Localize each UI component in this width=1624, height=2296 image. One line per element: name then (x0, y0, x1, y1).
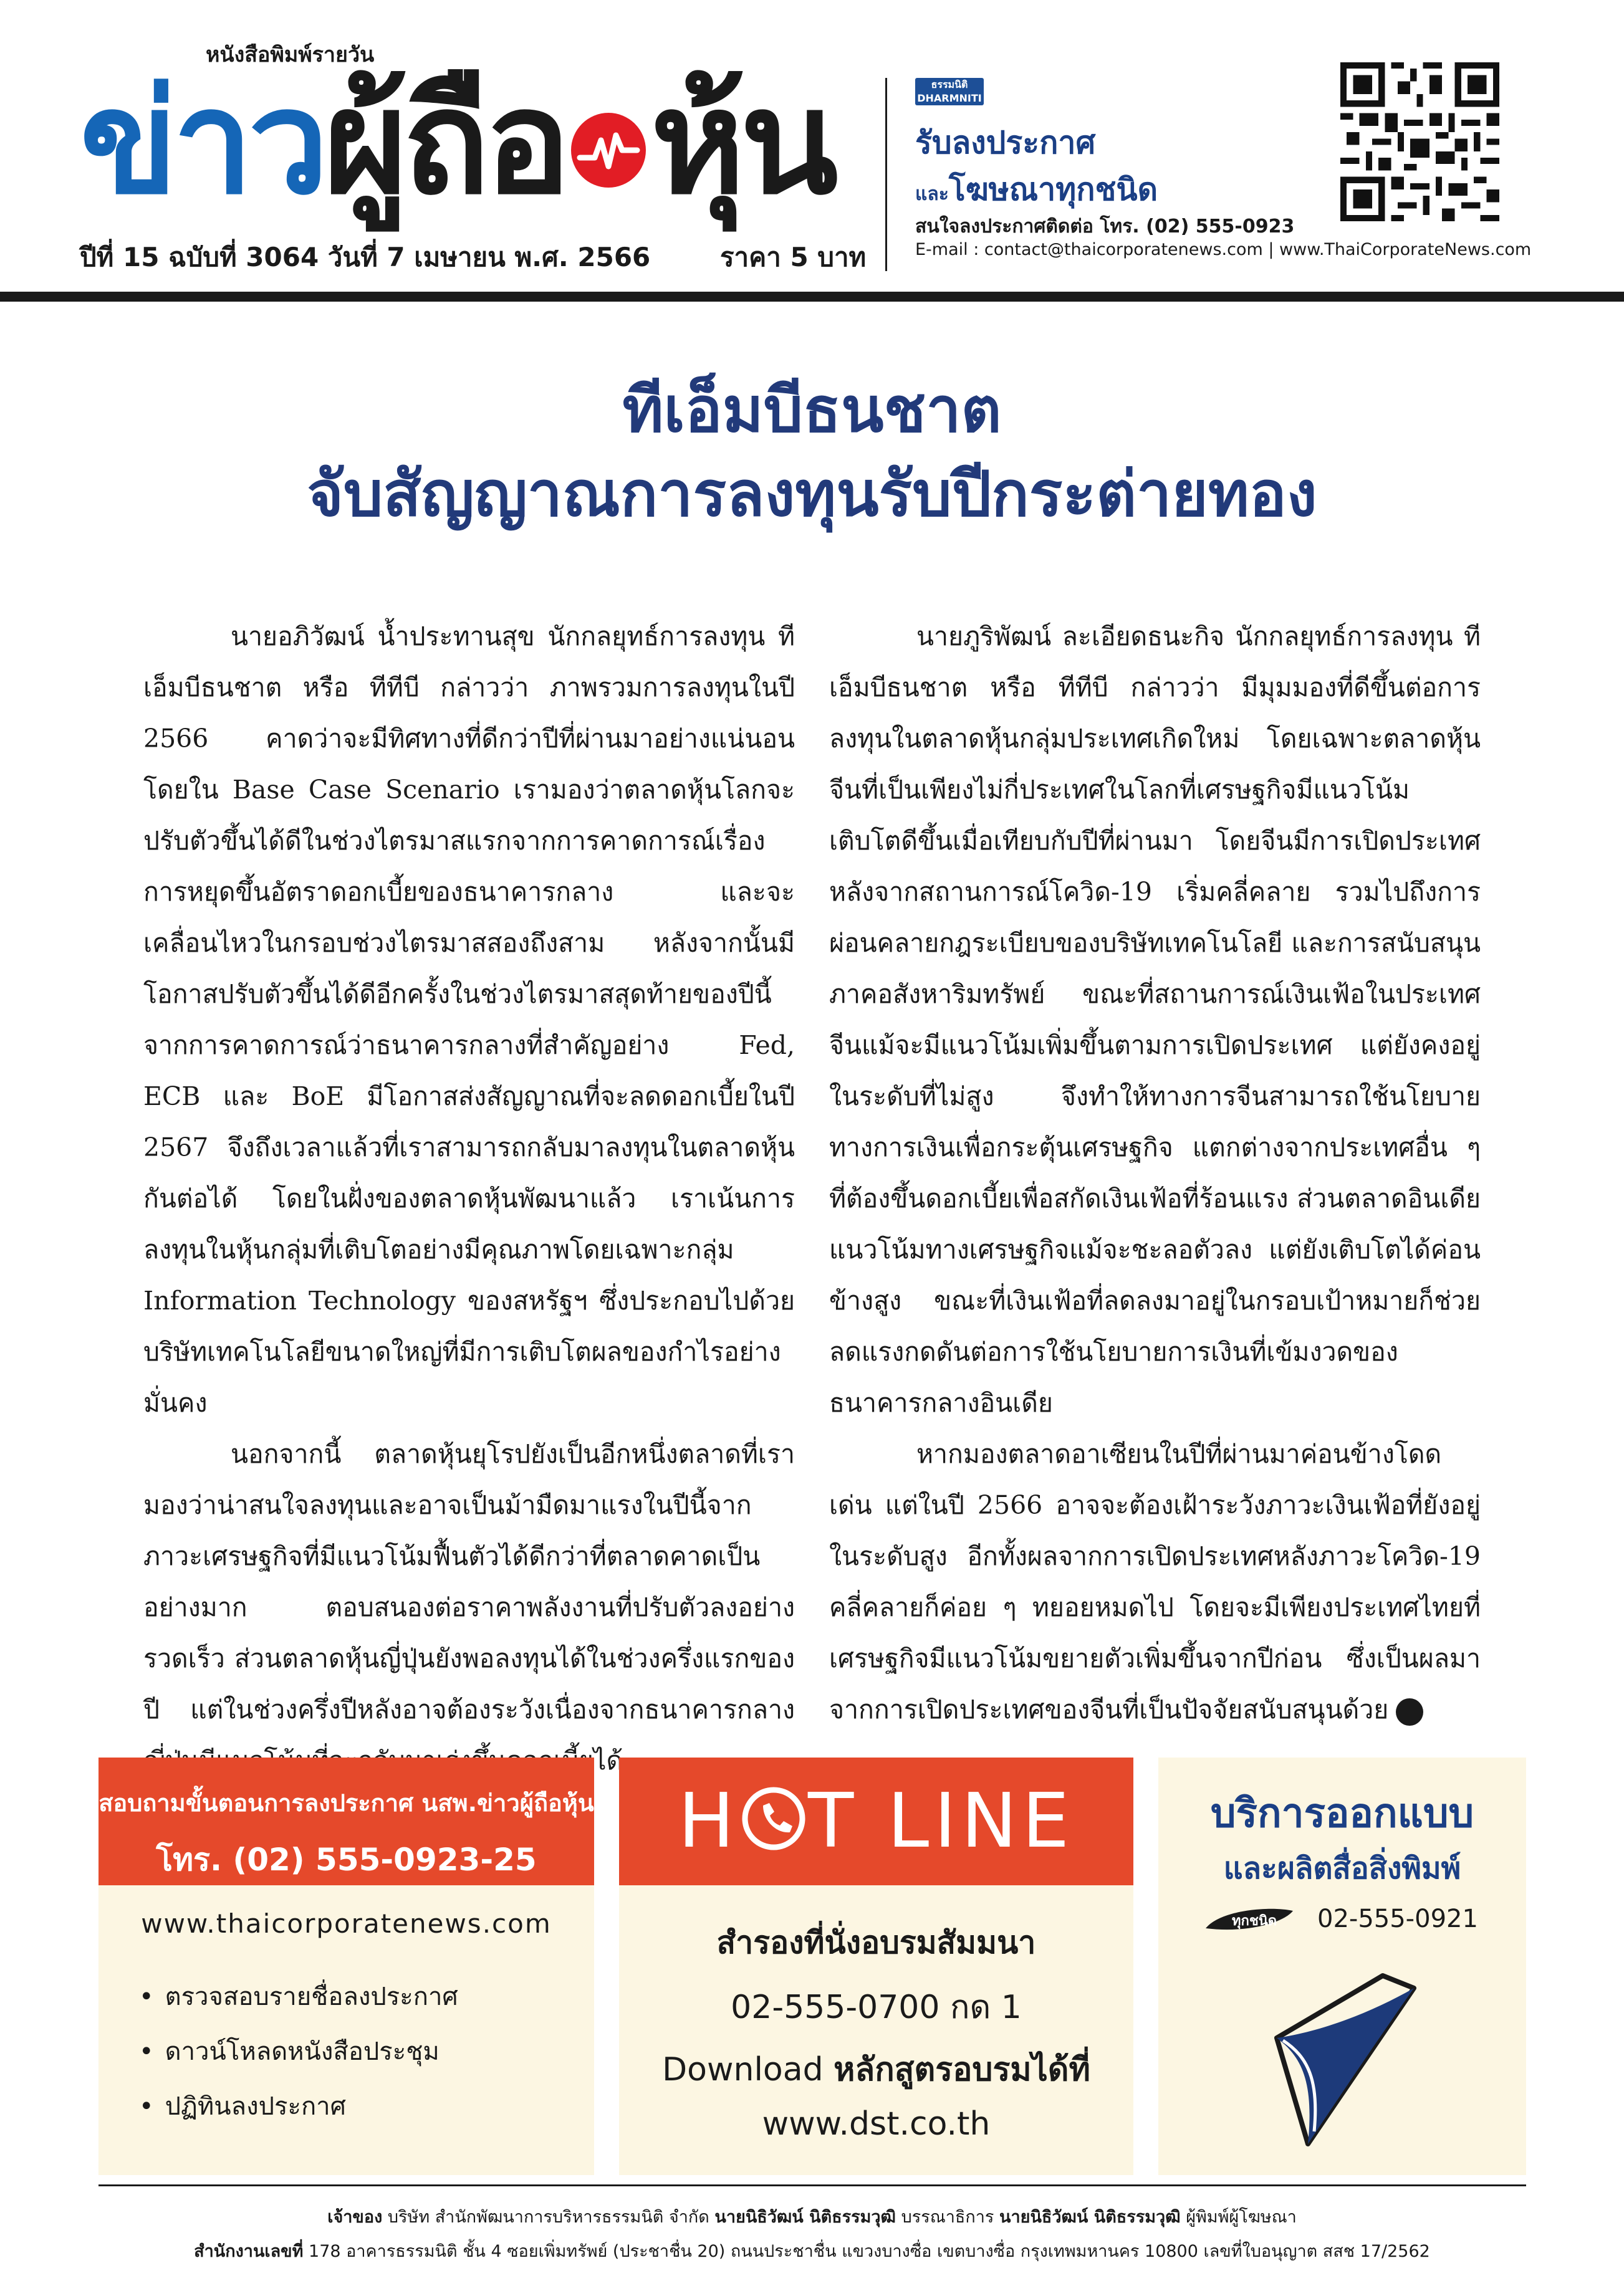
footer-owner-label: เจ้าของ (327, 2208, 383, 2227)
article-paragraph: นอกจากนี้ ตลาดหุ้นยุโรปยังเป็นอีกหนึ่งตลาดที่เรามองว่าน่าสนใจลงทุนและอาจเป็นม้ามืดมาแรงในปีนี้จากภาวะเศรษฐกิจที่มีแนวโน้มฟื้นตัวได้ดีกว่าที่ตลาดคาดเป็นอย่างมาก ตอบสนองต่อราคาพลังงานที่ปรับตัวลงอย่างรวดเร็ว ส่วนตลาดหุ้นญี่ปุ่นยังพอลงทุนได้ในช่วงครึ่งแรกของปี แต่ในช่วงครึ่งปีหลังอาจต้องระวังเนื่องจากธนาคารกลาง ยได้ (143, 1439, 795, 1776)
article-headline (0, 368, 1624, 536)
course-download (619, 2043, 1133, 2095)
list-item[interactable]: • ปฏิทินลงประกาศ (139, 2079, 458, 2134)
masthead (75, 25, 1559, 274)
article-column-left (143, 611, 795, 1786)
seminar-phone[interactable]: 02-555-0700 กด 1 (731, 1989, 1022, 2026)
issue-info: ปีที่ 15 ฉบับที่ 3064 วันที่ 7 เมษายน พ.ศ. 2566 (80, 242, 651, 272)
footer-editor-name: นายนิธิวัฒน์ นิติธรรมวุฒิ (714, 2208, 896, 2227)
design-service-subtitle: และผลิตสื่อสิ่งพิมพ์ (1223, 1851, 1461, 1886)
course-download-prefix: Download (662, 2051, 834, 2088)
design-service-phone[interactable]: 02-555-0921 (1317, 1905, 1478, 1933)
list-item[interactable]: • ดาวน์โหลดหนังสือประชุม (139, 2024, 458, 2079)
dharmniti-logo-bottom: DHARMNITI (917, 92, 982, 104)
logo-text-black-2: หุ้น (650, 60, 834, 226)
ad-headline: รับลงประกาศ (915, 125, 1096, 161)
footer-editor-label: บรรณาธิการ (895, 2208, 999, 2227)
announcement-box (98, 1758, 594, 2175)
masthead-divider (885, 78, 887, 271)
article-column-right (829, 611, 1481, 1735)
logo-text-black-1: ผู้ถือ (324, 60, 566, 226)
brush-stroke-label (1202, 1905, 1295, 1936)
footer-address (0, 2237, 1624, 2264)
hotline-header (619, 1758, 1133, 1885)
hotline-box (619, 1758, 1133, 2175)
seminar-booking: สำรองที่นั่งอบรมสัมมนา (716, 1925, 1036, 1961)
hotline-title-rest: T LINE (807, 1778, 1075, 1865)
list-item[interactable]: • ตรวจสอบรายชื่อลงประกาศ (139, 1969, 458, 2024)
masthead-tagline: หนังสือพิมพ์รายวัน (206, 42, 375, 67)
newspaper-logo[interactable] (80, 59, 834, 226)
footer-publisher-name: นายนิธิวัฒน์ นิติธรรมวุฒิ (999, 2208, 1181, 2227)
footer-office-text: 178 อาคารธรรมนิติ ชั้น 4 ซอยเพิ่มทรัพย์ (ประชาชื่น 20) ถนนประชาชื่น แขวงบางซื่อ เขตบางซื่อ กรุงเทพมหานคร 10800 เลขที่ใบอนุญาต สสช 17/2562 (303, 2242, 1430, 2261)
logo-text-blue: ข่าว (80, 60, 324, 226)
announcement-inquiry: สอบถามขั้นตอนการลงประกาศ นสพ.ข่าวผู้ถือหุ้น (98, 1789, 594, 1817)
masthead-rule (0, 292, 1624, 302)
article-paragraph-text: หากมองตลาดอาเซียนในปีที่ผ่านมาค่อนข้างโดดเด่น แต่ในปี 2566 อาจจะต้องเฝ้าระวังภาวะเงินเฟ้อที่ยังอยู่ในระดับสูง อีกทั้งผลจากการเปิดประเทศหลังภาวะโควิด-19 คลี่คลายก็ค่อย ๆ ทยอยหมดไป โดยจะมีเพียงประเทศไทยที่เศรษฐกิจมีแนวโน้มขยายตัวเพิ่มขึ้นจากปีก่อน ซึ่งเป็นผลมาจากการเปิดประเทศของจีนที่เป็นปัจจัยสนับสนุนด้วย (829, 1439, 1481, 1724)
ad-subheadline (915, 165, 1158, 214)
dst-website-link[interactable]: www.dst.co.th (762, 2105, 991, 2143)
article-paragraph: นายภูริพัฒน์ ละเอียดธนะกิจ นักกลยุทธ์การลงทุน ทีเอ็มบีธนชาต หรือ ทีทีบี กล่าวว่า มีมุมมองที่ดีขึ้นต่อการลงทุนในตลาดหุ้นกลุ่มประเทศเกิดใหม่ โดยเฉพาะตลาดหุ้นจีนที่เป็นเพียงไม่กี่ประเทศในโลกที่เศรษฐกิจมีแนวโน้มเติบโตดีขึ้นเมื่อเทียบกับปีที่ผ่านมา โดยจีนมีการเปิดประเทศหลังจากสถานการณ์โควิด-19 เริ่มคลี่คลาย รวมไปถึงการผ่อนคลายกฎระเบียบของบริษัทเทคโนโลยี และการสนับสนุนภาคอสังหาริมทรัพย์ ขณะที่สถานการณ์เงินเฟ้อในประเทศจีนแม้จะมีแนวโน้มเพิ่มขึ้นตามการเปิดประเทศ แต่ยังคงอยู่ในระดับที่ไม่สูง จึงทำให้ทางการจีนสามารถใช้นโยบายทางการเงินเพื่อกระตุ้นเศรษฐกิจ แตกต่างจากประเทศอื่น ๆ ที่ต้องขึ้นดอกเบี้ยเพื่อสกัดเงินเฟ้อที่ร้อนแรง ส่วนตลาดอินเดียแนวโน้มทางเศรษฐกิจแม้จะชะลอตัวลง แต่ยังเติบโตได้ค่อนข้างสูง ขณะที่เงินเฟ้อที่ลดลงมาอยู่ในกรอบเป้าหมายก็ช่วยลดแรงกดดันต่อการใช้นโยบายการเงินที่เข้มงวดของธนาคารกลางอินเดีย (829, 621, 1481, 1418)
article-paragraph: นายอภิวัฒน์ น้ำประทานสุข นักกลยุทธ์การลงทุน ทีเอ็มบีธนชาต หรือ ทีทีบี กล่าวว่า ภาพรวมการลงทุนในปี 2566 คาดว่าจะมีทิศทางที่ดีกว่าปีที่ผ่านมาอย่างแน่นอน โดยใน Base Case Scenario เรามองว่าตลาดหุ้นโลกจะปรับตัวขึ้นได้ดีในช่วงไตรมาสแรกจากการคาดการณ์เรื่องการหยุดขึ้นอัตราดอกเบี้ยของธนาคารกลาง และจะเคลื่อนไหวในกรอบช่วงไตรมาสสองถึงสาม หลังจากนั้นมีโอกาสปรับตัวขึ้นได้ดีอีกครั้งในช่วงไตรมาสสุดท้ายของปีนี้จากการคาดการณ์ว่าธนาคารกลางที่สำคัญอย่าง Fed, ECB และ BoE มีโอกาสส่งสัญญาณที่จะลดดอกเบี้ยในปี 2567 จึงถึงเวลาแล้วที่เราสามารถกลับมาลงทุนในตลาดหุ้นกันต่อได้ โดยในฝั่งของตลาดหุ้นพัฒนาแล้ว เราเน้นการลงทุนในหุ้นกลุ่มที่เติบโตอย่างมีคุณภาพโดยเฉพาะกลุ่ม Information Technology ของสหรัฐฯ ซึ่งประกอบไปด้วยบริษัทเทคโนโลยีขนาดใหญ่ที่มีการเติบโตผลของกำไรอย่างมั่นคง (143, 621, 795, 1418)
footer-owner-text: บริษัท สำนักพัฒนาการบริหารธรรมนิติ จำกัด (382, 2208, 715, 2227)
ad-email-website[interactable]: E-mail : contact@thaicorporatenews.com | www.ThaiCorporateNews.com (915, 240, 1532, 259)
hotline-title-h: H (678, 1778, 739, 1865)
dharmniti-logo-top: ธรรมนิติ (931, 79, 968, 90)
issue-price: ราคา 5 บาท (720, 242, 867, 272)
footer-publisher (0, 2203, 1624, 2230)
headline-line-2: จับสัญญาณการลงทุนรับปีกระต่ายทอง (307, 457, 1317, 530)
ad-subheadline-prefix: และ (915, 183, 949, 205)
headline-line-1: ทีเอ็มบีธนชาต (622, 373, 1002, 446)
ad-contact: สนใจลงประกาศติดต่อ โทร. (02) 555-0923 (915, 216, 1295, 237)
ad-subheadline-main: โฆษณาทุกชนิด (948, 171, 1158, 208)
stock-chart-logo-icon (571, 113, 646, 188)
footer-office-label: สำนักงานเลขที่ (194, 2242, 304, 2261)
dharmniti-logo (915, 78, 984, 105)
qr-code-icon[interactable] (1340, 62, 1499, 221)
design-service-title: บริการออกแบบ (1210, 1791, 1474, 1837)
announcement-header (98, 1758, 594, 1885)
course-download-bold: หลักสูตรอบรมได้ที่ (834, 2051, 1090, 2088)
announcement-website-link[interactable]: www.thaicorporatenews.com (141, 1908, 552, 1939)
announcement-list (139, 1969, 458, 2134)
footer-publisher-label: ผู้พิมพ์ผู้โฆษณา (1180, 2208, 1297, 2227)
announcement-phone: โทร. (02) 555-0923-25 (156, 1842, 537, 1878)
phone-icon (739, 1764, 808, 1832)
folded-paper-icon (1264, 1963, 1426, 2153)
design-service-box (1158, 1758, 1526, 2175)
footer-rule (98, 2184, 1526, 2186)
article-paragraph (829, 1428, 1481, 1735)
end-of-article-icon (1396, 1698, 1423, 1726)
brush-stroke-text: ทุกชนิด (1232, 1913, 1277, 1929)
